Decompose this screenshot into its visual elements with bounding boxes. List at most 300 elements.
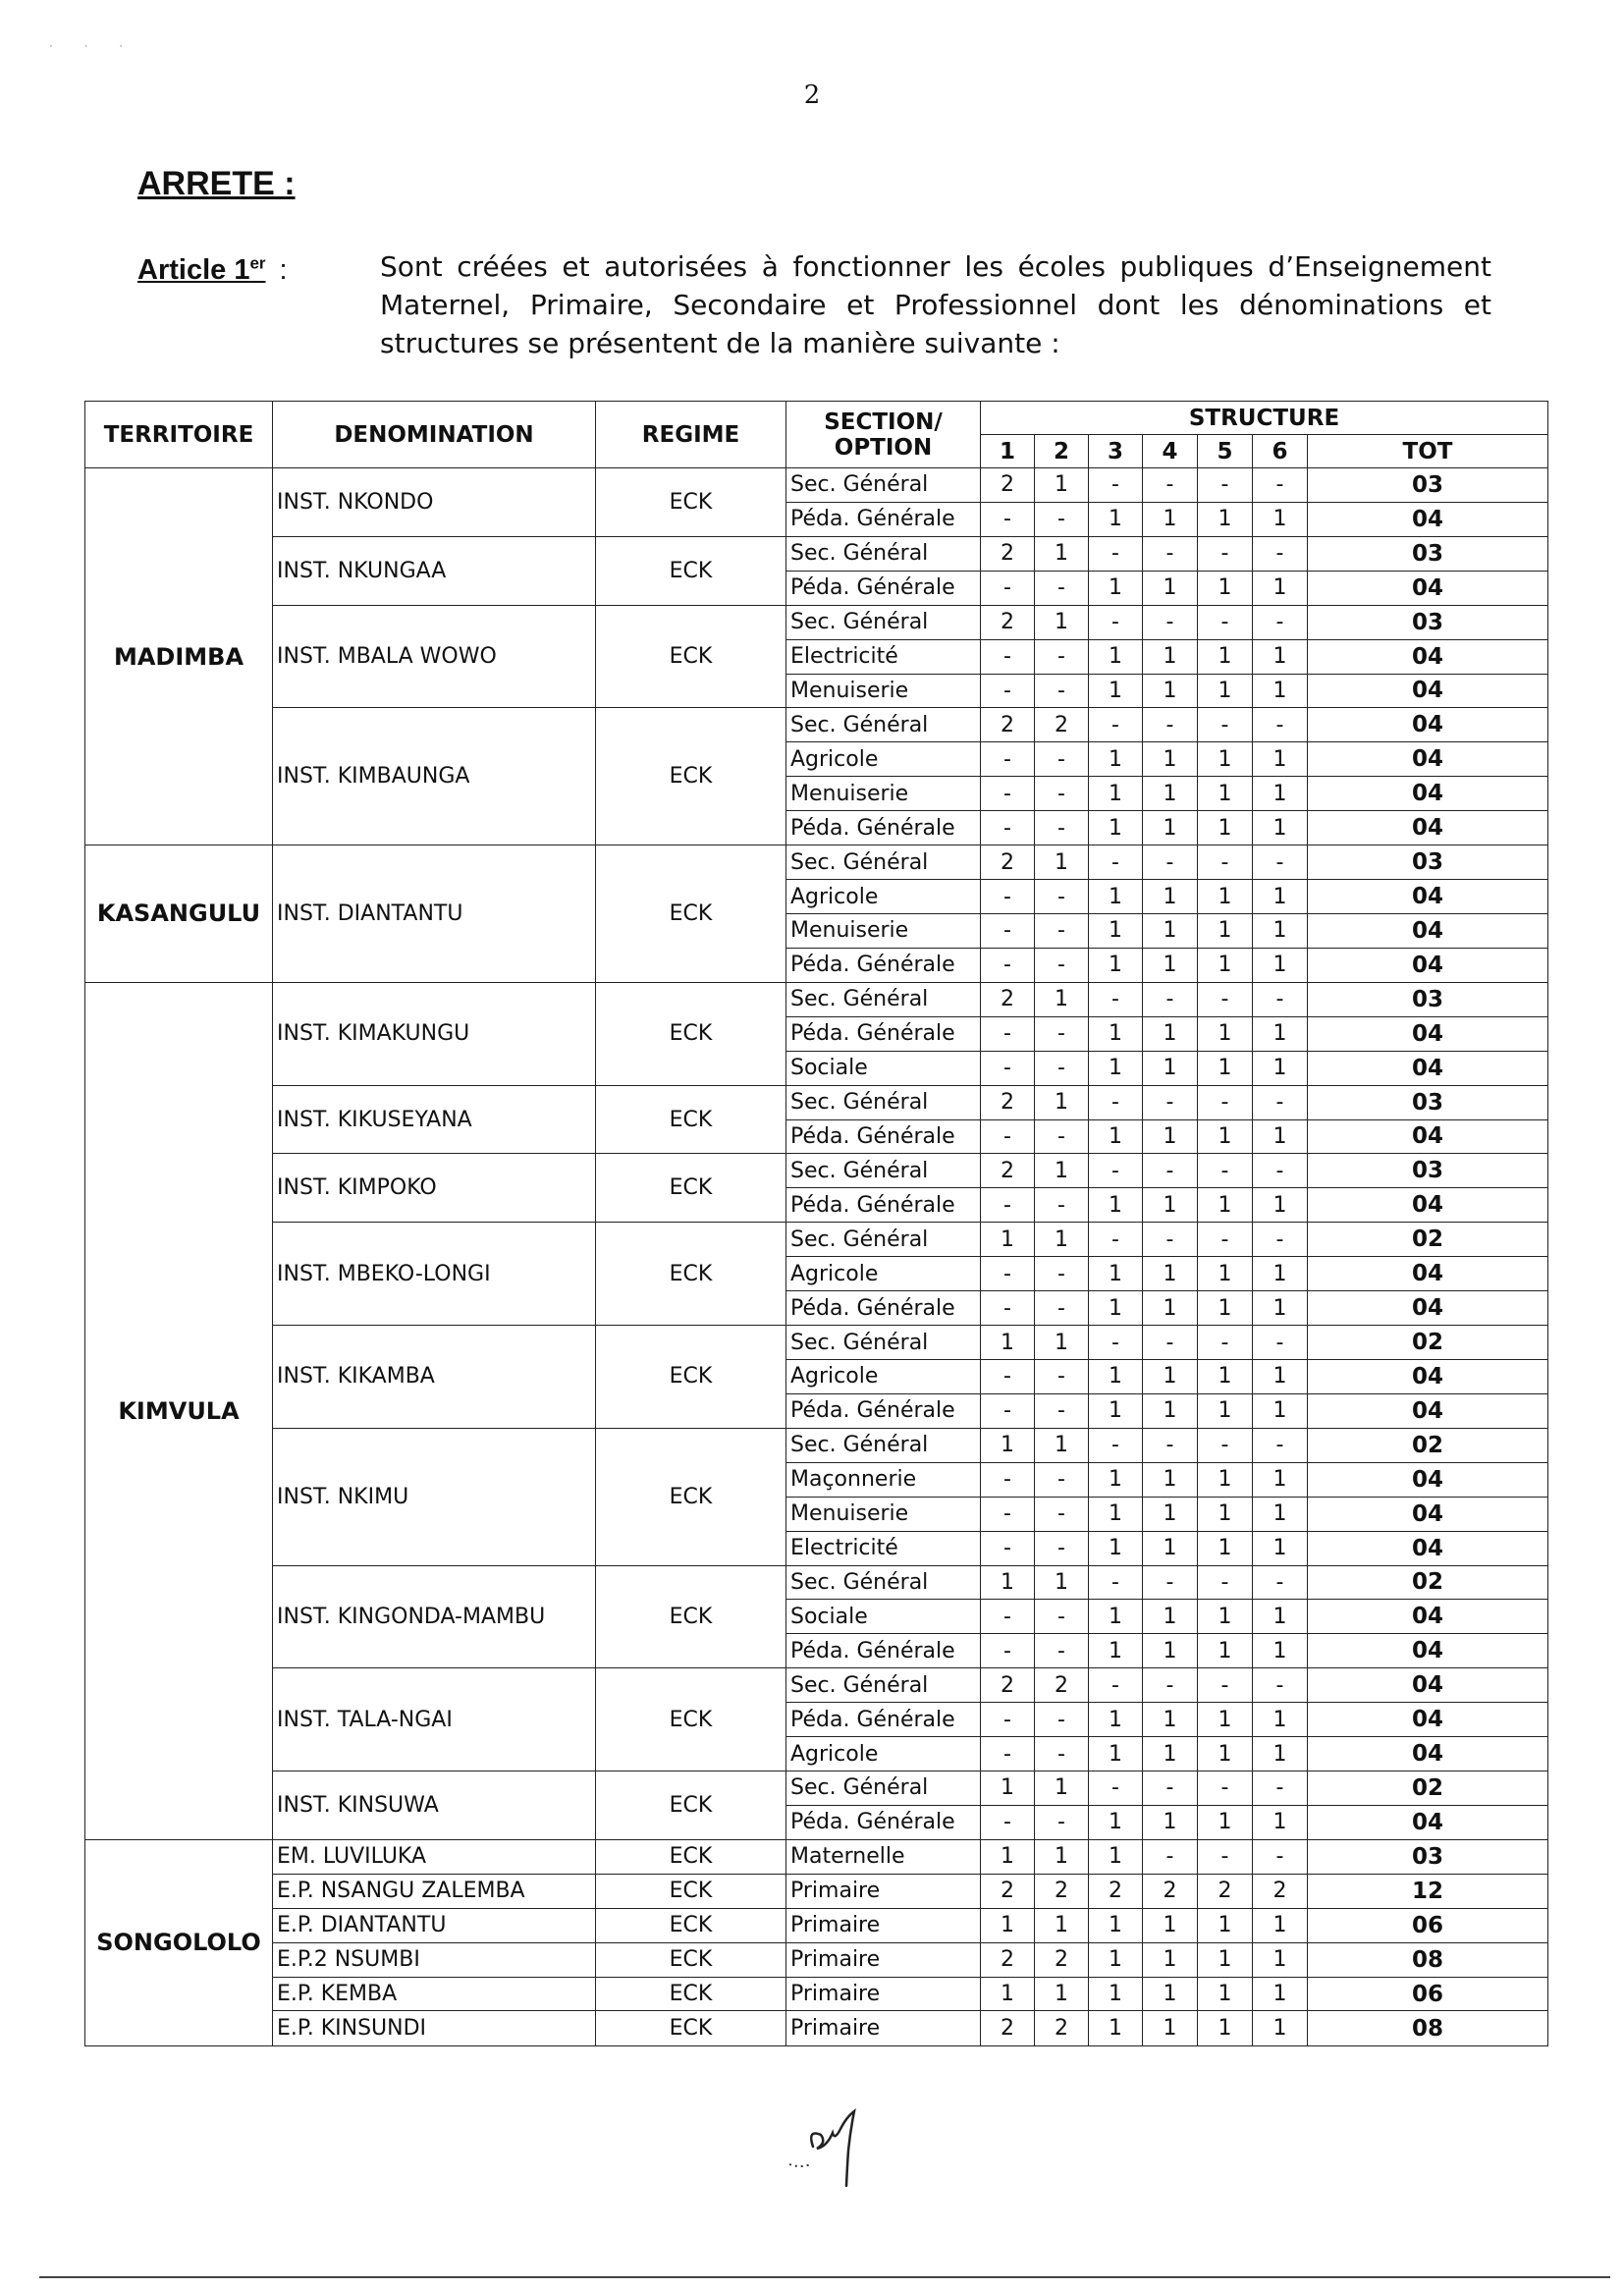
structure-cell-3: 1	[1089, 1805, 1143, 1839]
structure-cell-3: -	[1089, 1668, 1143, 1703]
total-cell: 02	[1308, 1565, 1548, 1600]
section-option-cell: Sec. Général	[786, 982, 981, 1016]
structure-cell-2: -	[1035, 913, 1089, 948]
structure-cell-2: 1	[1035, 1428, 1089, 1462]
structure-cell-6: 1	[1253, 1600, 1308, 1634]
bottom-rule	[39, 2276, 1610, 2278]
school-name: INST. KIMAKUNGU	[273, 982, 596, 1085]
structure-cell-4: 1	[1143, 1188, 1198, 1223]
section-option-cell: Péda. Générale	[786, 948, 981, 982]
regime-cell: ECK	[596, 1565, 786, 1668]
header-section: SECTION/	[824, 409, 943, 435]
structure-cell-6: 1	[1253, 571, 1308, 605]
structure-cell-5: 1	[1198, 1016, 1253, 1051]
section-option-cell: Electricité	[786, 639, 981, 674]
structure-cell-5: 1	[1198, 811, 1253, 845]
structure-cell-4: 1	[1143, 777, 1198, 811]
structure-cell-6: -	[1253, 845, 1308, 880]
structure-cell-5: -	[1198, 1771, 1253, 1806]
section-option-cell: Sec. Général	[786, 1771, 981, 1806]
structure-cell-4: 1	[1143, 1119, 1198, 1154]
structure-cell-4: 1	[1143, 913, 1198, 948]
structure-cell-5: 1	[1198, 1359, 1253, 1393]
structure-cell-1: 2	[981, 845, 1035, 880]
section-option-cell: Agricole	[786, 742, 981, 777]
structure-cell-1: -	[981, 777, 1035, 811]
structure-cell-3: -	[1089, 536, 1143, 571]
total-cell: 04	[1308, 742, 1548, 777]
structure-cell-6: -	[1253, 1771, 1308, 1806]
structure-cell-4: 1	[1143, 880, 1198, 914]
regime-cell: ECK	[596, 1942, 786, 1977]
structure-cell-4: 1	[1143, 742, 1198, 777]
total-cell: 04	[1308, 1634, 1548, 1668]
structure-cell-1: 2	[981, 708, 1035, 742]
territory-cell: KIMVULA	[85, 982, 273, 1839]
structure-cell-4: 1	[1143, 1977, 1198, 2011]
structure-cell-3: 1	[1089, 1291, 1143, 1326]
structure-cell-4: -	[1143, 1154, 1198, 1188]
structure-cell-4: 1	[1143, 948, 1198, 982]
structure-cell-6: 1	[1253, 913, 1308, 948]
page-number: 2	[803, 81, 821, 110]
structure-cell-1: -	[981, 674, 1035, 708]
section-option-cell: Primaire	[786, 1874, 981, 1908]
section-option-cell: Péda. Générale	[786, 502, 981, 536]
structure-cell-3: -	[1089, 1565, 1143, 1600]
structure-cell-3: 1	[1089, 502, 1143, 536]
school-name: E.P. DIANTANTU	[273, 1908, 596, 1942]
table-row	[85, 536, 1548, 571]
territory-cell: MADIMBA	[85, 468, 273, 845]
school-name: E.P. KEMBA	[273, 1977, 596, 2011]
structure-cell-1: 1	[981, 1908, 1035, 1942]
structure-cell-1: -	[981, 1188, 1035, 1223]
table-row	[85, 1942, 1548, 1977]
structure-cell-4: 2	[1143, 1874, 1198, 1908]
structure-cell-1: 2	[981, 468, 1035, 503]
structure-cell-5: 2	[1198, 1874, 1253, 1908]
article-label-text	[137, 254, 266, 286]
section-option-cell: Sec. Général	[786, 1428, 981, 1462]
structure-cell-1: -	[981, 948, 1035, 982]
structure-cell-3: 1	[1089, 1257, 1143, 1291]
total-cell: 04	[1308, 948, 1548, 982]
structure-cell-5: 1	[1198, 913, 1253, 948]
structure-cell-2: -	[1035, 948, 1089, 982]
table-row	[85, 1668, 1548, 1703]
school-name: INST. KINGONDA-MAMBU	[273, 1565, 596, 1668]
structure-cell-4: 1	[1143, 1908, 1198, 1942]
structure-cell-1: 1	[981, 1223, 1035, 1257]
structure-cell-3: 1	[1089, 639, 1143, 674]
structure-cell-3: -	[1089, 1154, 1143, 1188]
structure-cell-3: 1	[1089, 880, 1143, 914]
structure-cell-6: -	[1253, 536, 1308, 571]
table-row	[85, 605, 1548, 639]
section-option-cell: Electricité	[786, 1531, 981, 1565]
regime-cell: ECK	[596, 708, 786, 845]
structure-cell-4: 1	[1143, 1703, 1198, 1737]
structure-cell-1: -	[981, 1393, 1035, 1428]
structure-cell-2: 2	[1035, 1874, 1089, 1908]
table-row	[85, 1154, 1548, 1188]
total-cell: 04	[1308, 1531, 1548, 1565]
structure-cell-5: 1	[1198, 1462, 1253, 1497]
structure-cell-4: -	[1143, 708, 1198, 742]
structure-cell-3: 1	[1089, 1908, 1143, 1942]
structure-cell-4: -	[1143, 1085, 1198, 1119]
section-option-cell: Sec. Général	[786, 536, 981, 571]
article-number: Article 1	[137, 253, 250, 286]
structure-cell-1: 2	[981, 1942, 1035, 1977]
structure-cell-6: 1	[1253, 1359, 1308, 1393]
structure-cell-6: 1	[1253, 1703, 1308, 1737]
structure-cell-6: -	[1253, 982, 1308, 1016]
structure-cell-4: -	[1143, 1223, 1198, 1257]
structure-cell-4: -	[1143, 1428, 1198, 1462]
structure-cell-2: 1	[1035, 1565, 1089, 1600]
structure-cell-5: 1	[1198, 1291, 1253, 1326]
total-cell: 04	[1308, 1051, 1548, 1085]
structure-cell-4: 1	[1143, 2011, 1198, 2046]
structure-cell-6: 1	[1253, 1016, 1308, 1051]
structure-cell-5: 1	[1198, 1188, 1253, 1223]
section-option-cell: Agricole	[786, 1359, 981, 1393]
structure-cell-4: -	[1143, 1771, 1198, 1806]
structure-cell-5: 1	[1198, 1634, 1253, 1668]
structure-cell-5: 1	[1198, 1805, 1253, 1839]
structure-cell-2: -	[1035, 1737, 1089, 1771]
school-name: INST. NKIMU	[273, 1428, 596, 1565]
structure-cell-4: -	[1143, 845, 1198, 880]
structure-cell-5: -	[1198, 1839, 1253, 1874]
scan-marks: · · ·	[49, 39, 137, 53]
structure-cell-5: -	[1198, 1085, 1253, 1119]
structure-cell-3: -	[1089, 1326, 1143, 1360]
structure-cell-1: 1	[981, 1839, 1035, 1874]
structure-cell-2: -	[1035, 1634, 1089, 1668]
table-row	[85, 845, 1548, 880]
structure-cell-2: 1	[1035, 605, 1089, 639]
structure-cell-4: 1	[1143, 1737, 1198, 1771]
structure-cell-3: -	[1089, 708, 1143, 742]
structure-cell-3: 1	[1089, 1119, 1143, 1154]
structure-cell-1: -	[981, 1119, 1035, 1154]
section-option-cell: Primaire	[786, 1942, 981, 1977]
structure-cell-3: 1	[1089, 777, 1143, 811]
structure-cell-5: -	[1198, 982, 1253, 1016]
regime-cell: ECK	[596, 1223, 786, 1326]
structure-cell-6: 1	[1253, 1188, 1308, 1223]
total-cell: 04	[1308, 1188, 1548, 1223]
structure-cell-4: -	[1143, 536, 1198, 571]
structure-cell-1: -	[981, 1634, 1035, 1668]
total-cell: 04	[1308, 1016, 1548, 1051]
structure-cell-3: -	[1089, 1223, 1143, 1257]
structure-cell-6: -	[1253, 1223, 1308, 1257]
regime-cell: ECK	[596, 1839, 786, 1874]
structure-cell-3: 1	[1089, 571, 1143, 605]
structure-cell-4: 1	[1143, 1359, 1198, 1393]
structure-cell-5: -	[1198, 1565, 1253, 1600]
structure-cell-5: 1	[1198, 674, 1253, 708]
section-option-cell: Sociale	[786, 1600, 981, 1634]
structure-cell-2: -	[1035, 880, 1089, 914]
school-name: INST. KIKAMBA	[273, 1326, 596, 1429]
structure-cell-3: -	[1089, 982, 1143, 1016]
structure-cell-3: 1	[1089, 913, 1143, 948]
structure-cell-5: -	[1198, 1154, 1253, 1188]
regime-cell: ECK	[596, 468, 786, 537]
header-structure: STRUCTURE	[981, 402, 1548, 435]
structure-cell-6: -	[1253, 708, 1308, 742]
structure-cell-6: 1	[1253, 639, 1308, 674]
structure-cell-3: 1	[1089, 1977, 1143, 2011]
structure-cell-3: 1	[1089, 1051, 1143, 1085]
header-col-1: 1	[981, 435, 1035, 468]
structure-cell-6: 1	[1253, 1737, 1308, 1771]
structure-cell-6: 1	[1253, 948, 1308, 982]
structure-cell-6: 1	[1253, 1531, 1308, 1565]
table-row	[85, 1223, 1548, 1257]
table-row	[85, 1565, 1548, 1600]
total-cell: 03	[1308, 1839, 1548, 1874]
structure-cell-2: -	[1035, 674, 1089, 708]
structure-cell-1: 2	[981, 982, 1035, 1016]
table-row	[85, 1839, 1548, 1874]
article-label	[137, 253, 288, 287]
structure-cell-2: -	[1035, 1188, 1089, 1223]
structure-cell-5: 1	[1198, 1977, 1253, 2011]
total-cell: 04	[1308, 1737, 1548, 1771]
structure-cell-5: 1	[1198, 1942, 1253, 1977]
school-name: INST. KIKUSEYANA	[273, 1085, 596, 1154]
structure-cell-6: -	[1253, 1565, 1308, 1600]
structure-cell-3: -	[1089, 845, 1143, 880]
structure-cell-2: -	[1035, 1119, 1089, 1154]
total-cell: 04	[1308, 777, 1548, 811]
structure-cell-2: 1	[1035, 536, 1089, 571]
table-row	[85, 2011, 1548, 2046]
structure-cell-4: -	[1143, 605, 1198, 639]
structure-cell-2: 1	[1035, 1223, 1089, 1257]
structure-cell-2: 1	[1035, 982, 1089, 1016]
structure-cell-6: 1	[1253, 1634, 1308, 1668]
school-name: E.P.2 NSUMBI	[273, 1942, 596, 1977]
structure-cell-4: 1	[1143, 674, 1198, 708]
total-cell: 06	[1308, 1908, 1548, 1942]
structure-cell-2: -	[1035, 1703, 1089, 1737]
structure-cell-2: 2	[1035, 708, 1089, 742]
structure-cell-3: 1	[1089, 1839, 1143, 1874]
structure-cell-5: 1	[1198, 1600, 1253, 1634]
header-option: OPTION	[834, 434, 933, 461]
structure-cell-2: -	[1035, 1359, 1089, 1393]
total-cell: 04	[1308, 1462, 1548, 1497]
section-option-cell: Péda. Générale	[786, 811, 981, 845]
structure-cell-1: -	[981, 571, 1035, 605]
regime-cell: ECK	[596, 2011, 786, 2046]
total-cell: 04	[1308, 502, 1548, 536]
school-name: INST. KIMPOKO	[273, 1154, 596, 1223]
structure-cell-2: -	[1035, 502, 1089, 536]
header-territoire: TERRITOIRE	[85, 402, 273, 468]
structure-cell-4: -	[1143, 982, 1198, 1016]
section-option-cell: Menuiserie	[786, 674, 981, 708]
structure-cell-2: -	[1035, 1051, 1089, 1085]
table-row	[85, 1085, 1548, 1119]
structure-cell-1: -	[981, 1600, 1035, 1634]
structure-cell-5: 1	[1198, 1051, 1253, 1085]
article-superscript: er	[249, 253, 266, 272]
structure-cell-6: 1	[1253, 1908, 1308, 1942]
total-cell: 03	[1308, 536, 1548, 571]
total-cell: 04	[1308, 1600, 1548, 1634]
structure-cell-2: -	[1035, 742, 1089, 777]
structure-cell-4: 1	[1143, 1016, 1198, 1051]
structure-cell-5: 1	[1198, 1257, 1253, 1291]
structure-cell-2: 1	[1035, 1977, 1089, 2011]
structure-cell-3: -	[1089, 1085, 1143, 1119]
table-row	[85, 982, 1548, 1016]
structure-cell-6: 1	[1253, 1291, 1308, 1326]
structure-cell-2: -	[1035, 639, 1089, 674]
regime-cell: ECK	[596, 1154, 786, 1223]
school-name: INST. KIMBAUNGA	[273, 708, 596, 845]
structure-cell-1: -	[981, 502, 1035, 536]
structure-cell-6: 1	[1253, 1805, 1308, 1839]
structure-cell-5: 1	[1198, 571, 1253, 605]
section-option-cell: Péda. Générale	[786, 1188, 981, 1223]
arrete-heading: ARRETE :	[137, 165, 296, 202]
structure-cell-2: -	[1035, 1257, 1089, 1291]
structure-cell-1: 1	[981, 1977, 1035, 2011]
total-cell: 04	[1308, 708, 1548, 742]
structure-cell-3: 1	[1089, 1188, 1143, 1223]
header-col-2: 2	[1035, 435, 1089, 468]
structure-cell-6: 1	[1253, 811, 1308, 845]
structure-cell-1: -	[981, 1359, 1035, 1393]
signature-icon	[785, 2103, 893, 2192]
structure-cell-1: -	[981, 639, 1035, 674]
table-row	[85, 1977, 1548, 2011]
structure-cell-6: 1	[1253, 777, 1308, 811]
school-name: E.P. KINSUNDI	[273, 2011, 596, 2046]
structure-cell-3: 1	[1089, 742, 1143, 777]
structure-cell-1: 2	[981, 605, 1035, 639]
structure-cell-4: 1	[1143, 1805, 1198, 1839]
territory-cell: KASANGULU	[85, 845, 273, 983]
total-cell: 04	[1308, 639, 1548, 674]
structure-cell-3: 1	[1089, 1531, 1143, 1565]
regime-cell: ECK	[596, 1874, 786, 1908]
structure-cell-6: 1	[1253, 1257, 1308, 1291]
structure-cell-1: -	[981, 1257, 1035, 1291]
total-cell: 04	[1308, 811, 1548, 845]
total-cell: 04	[1308, 913, 1548, 948]
table-row	[85, 1874, 1548, 1908]
structure-cell-1: 2	[981, 536, 1035, 571]
regime-cell: ECK	[596, 1668, 786, 1771]
table-row	[85, 708, 1548, 742]
section-option-cell: Péda. Générale	[786, 1634, 981, 1668]
structure-cell-5: 1	[1198, 1393, 1253, 1428]
structure-cell-3: 1	[1089, 1497, 1143, 1531]
structure-cell-1: -	[981, 913, 1035, 948]
structure-cell-2: -	[1035, 777, 1089, 811]
structure-cell-5: 1	[1198, 948, 1253, 982]
regime-cell: ECK	[596, 605, 786, 708]
structure-cell-5: -	[1198, 1326, 1253, 1360]
total-cell: 02	[1308, 1326, 1548, 1360]
structure-cell-5: 1	[1198, 1703, 1253, 1737]
structure-cell-2: 1	[1035, 1326, 1089, 1360]
section-option-cell: Péda. Générale	[786, 1119, 981, 1154]
header-col-6: 6	[1253, 435, 1308, 468]
section-option-cell: Sec. Général	[786, 708, 981, 742]
section-option-cell: Sec. Général	[786, 605, 981, 639]
section-option-cell: Menuiserie	[786, 913, 981, 948]
structure-cell-4: 1	[1143, 1634, 1198, 1668]
section-option-cell: Péda. Générale	[786, 1805, 981, 1839]
header-section-option	[786, 402, 981, 468]
structure-cell-4: 1	[1143, 1257, 1198, 1291]
school-name: INST. MBALA WOWO	[273, 605, 596, 708]
structure-cell-5: -	[1198, 536, 1253, 571]
header-col-4: 4	[1143, 435, 1198, 468]
structure-cell-2: 1	[1035, 1839, 1089, 1874]
structure-cell-5: 1	[1198, 777, 1253, 811]
section-option-cell: Sec. Général	[786, 1668, 981, 1703]
regime-cell: ECK	[596, 1326, 786, 1429]
section-option-cell: Primaire	[786, 1908, 981, 1942]
structure-cell-3: -	[1089, 468, 1143, 503]
structure-cell-3: -	[1089, 1428, 1143, 1462]
structure-cell-6: -	[1253, 1428, 1308, 1462]
total-cell: 03	[1308, 605, 1548, 639]
structure-cell-1: -	[981, 742, 1035, 777]
total-cell: 02	[1308, 1428, 1548, 1462]
structure-cell-2: 2	[1035, 1668, 1089, 1703]
total-cell: 04	[1308, 1668, 1548, 1703]
structure-cell-2: 1	[1035, 1085, 1089, 1119]
structure-cell-1: 2	[981, 1154, 1035, 1188]
total-cell: 04	[1308, 674, 1548, 708]
table-header	[85, 402, 1548, 468]
total-cell: 04	[1308, 1119, 1548, 1154]
structure-cell-5: -	[1198, 1668, 1253, 1703]
section-option-cell: Menuiserie	[786, 1497, 981, 1531]
section-option-cell: Sec. Général	[786, 1326, 981, 1360]
structure-cell-5: 1	[1198, 502, 1253, 536]
section-option-cell: Agricole	[786, 1257, 981, 1291]
structure-cell-4: -	[1143, 1326, 1198, 1360]
structure-cell-4: 1	[1143, 1497, 1198, 1531]
total-cell: 02	[1308, 1223, 1548, 1257]
structure-cell-2: -	[1035, 1805, 1089, 1839]
section-option-cell: Menuiserie	[786, 777, 981, 811]
section-option-cell: Sec. Général	[786, 1154, 981, 1188]
structure-cell-3: -	[1089, 1771, 1143, 1806]
structure-cell-2: -	[1035, 811, 1089, 845]
structure-cell-5: -	[1198, 845, 1253, 880]
structure-cell-2: -	[1035, 1497, 1089, 1531]
total-cell: 02	[1308, 1771, 1548, 1806]
structure-cell-1: 1	[981, 1565, 1035, 1600]
structure-cell-2: 1	[1035, 845, 1089, 880]
structure-cell-1: -	[981, 1737, 1035, 1771]
